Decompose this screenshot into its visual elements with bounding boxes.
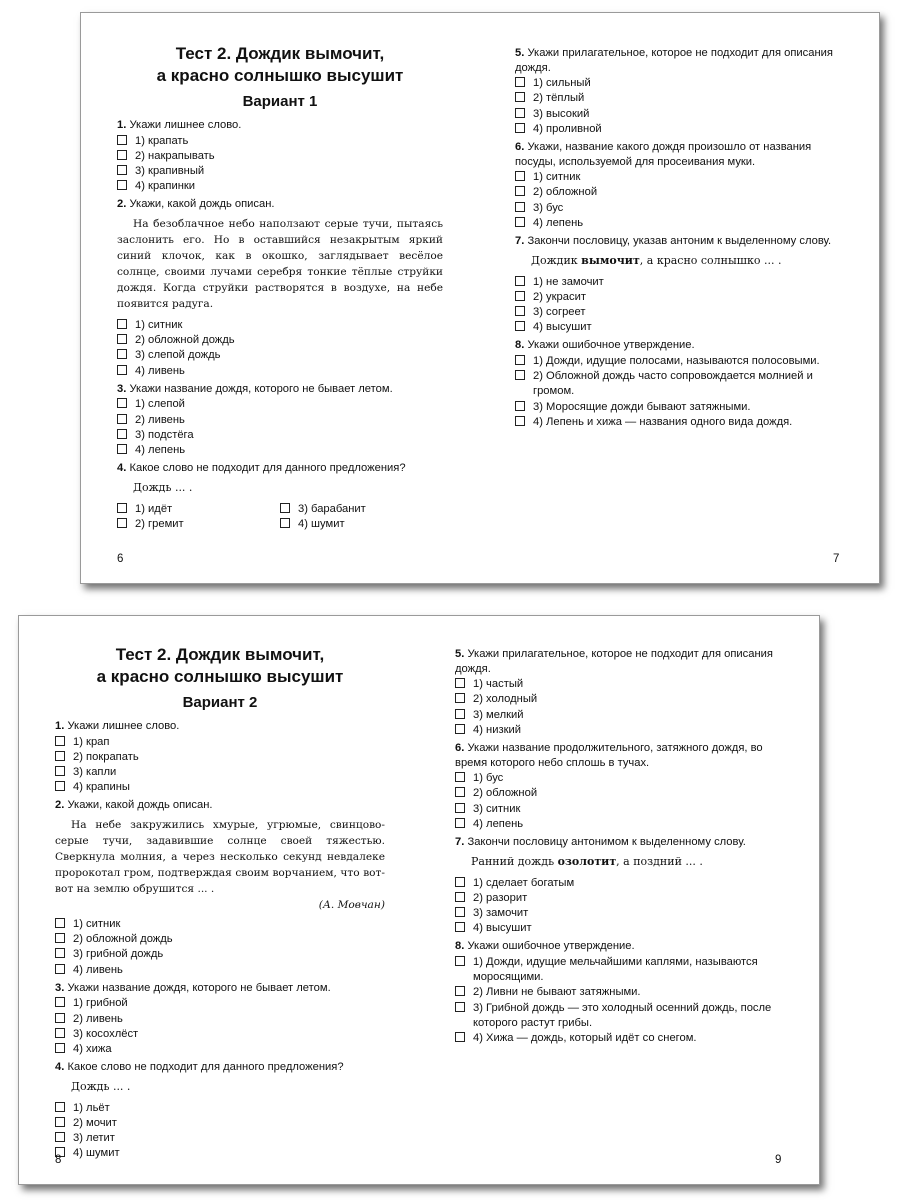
answer-option[interactable] bbox=[515, 122, 845, 137]
answer-option-label: 4) крапины bbox=[73, 781, 130, 794]
answer-option-label: 3) подстёга bbox=[135, 428, 194, 441]
answer-option-label: 4) ливень bbox=[135, 364, 185, 377]
example-sentence: Дождь ... . bbox=[133, 480, 193, 494]
answer-option[interactable] bbox=[455, 906, 785, 921]
page-number-left: 8 bbox=[55, 1154, 62, 1166]
question-5 bbox=[455, 647, 785, 738]
reading-passage: На небе закружились хмурые, угрюмые, свинцово-серые тучи, задавившие солнце своей тяжестью. Сверкнула молния, а через несколько секунд невдалеке пророкотал гром, подтверждая своим ворчанием, что вот-вот на землю обрушится ... . bbox=[55, 819, 385, 895]
highlighted-word: озолотит bbox=[557, 854, 617, 868]
answer-checkbox[interactable] bbox=[515, 306, 525, 316]
answer-option[interactable] bbox=[55, 750, 385, 765]
question-text: Укажи лишнее слово. bbox=[67, 720, 180, 732]
answer-options bbox=[55, 996, 385, 1057]
answer-option-label: 4) шумит bbox=[73, 1147, 120, 1160]
answer-option[interactable] bbox=[455, 771, 785, 786]
answer-option-label: 1) ситник bbox=[533, 171, 581, 184]
answer-checkbox[interactable] bbox=[455, 709, 465, 719]
answer-option-label: 3) слепой дождь bbox=[135, 349, 221, 362]
answer-option[interactable] bbox=[515, 305, 845, 320]
answer-checkbox[interactable] bbox=[117, 334, 127, 344]
answer-option[interactable] bbox=[455, 891, 785, 906]
answer-option-label: 3) летит bbox=[73, 1132, 115, 1145]
answer-option-label: 2) украсит bbox=[533, 290, 586, 303]
answer-checkbox[interactable] bbox=[55, 948, 65, 958]
answer-checkbox[interactable] bbox=[117, 319, 127, 329]
question-number: 5. bbox=[455, 648, 465, 660]
question-number: 4. bbox=[55, 1061, 65, 1074]
answer-option-label: 2) обложной дождь bbox=[73, 933, 173, 946]
answer-option[interactable] bbox=[280, 502, 443, 517]
answer-option-label: 3) Грибной дождь — это холодный осенний дождь, после которого растут грибы. bbox=[473, 1001, 772, 1029]
answer-options bbox=[55, 1101, 385, 1162]
question-text: Укажи, какой дождь описан. bbox=[67, 799, 213, 812]
answer-checkbox[interactable] bbox=[515, 92, 525, 102]
question-text: Укажи, название какого дождя произошло от названия посуды, используемой для просеивания муки. bbox=[515, 141, 812, 168]
answer-option-label: 2) накрапывать bbox=[135, 149, 215, 162]
answer-option[interactable] bbox=[515, 400, 845, 415]
answer-checkbox[interactable] bbox=[55, 1117, 65, 1127]
answer-option[interactable] bbox=[515, 76, 845, 91]
answer-checkbox[interactable] bbox=[515, 355, 525, 365]
answer-option-label: 3) ситник bbox=[473, 802, 521, 815]
answer-option[interactable] bbox=[515, 369, 845, 399]
answer-option[interactable] bbox=[55, 735, 385, 750]
answer-option[interactable] bbox=[455, 692, 785, 707]
answer-checkbox[interactable] bbox=[455, 956, 465, 966]
book-spread-variant-2 bbox=[18, 615, 820, 1185]
answer-option-label: 2) мочит bbox=[73, 1117, 117, 1130]
answer-option[interactable] bbox=[55, 996, 385, 1011]
answer-checkbox[interactable] bbox=[55, 736, 65, 746]
answer-option[interactable] bbox=[117, 428, 443, 443]
answer-option-label: 2) ливень bbox=[73, 1012, 123, 1025]
answer-checkbox[interactable] bbox=[455, 1002, 465, 1012]
answer-option[interactable] bbox=[117, 413, 443, 428]
answer-checkbox[interactable] bbox=[55, 997, 65, 1007]
answer-checkbox[interactable] bbox=[55, 751, 65, 761]
question-3 bbox=[117, 382, 443, 458]
answer-option-label: 3) бус bbox=[533, 201, 564, 214]
answer-option[interactable] bbox=[55, 963, 385, 978]
question-text: Укажи прилагательное, которое не подходит для описания дождя. bbox=[515, 47, 833, 74]
answer-option-label: 2) обложной bbox=[473, 787, 538, 800]
answer-option[interactable] bbox=[515, 290, 845, 305]
answer-checkbox[interactable] bbox=[280, 518, 290, 528]
answer-option[interactable] bbox=[515, 216, 845, 231]
answer-options bbox=[117, 502, 280, 532]
answer-option[interactable] bbox=[455, 786, 785, 801]
test-title-line2: а красно солнышко высушит bbox=[96, 667, 344, 686]
question-number: 4. bbox=[117, 462, 127, 475]
answer-option[interactable] bbox=[515, 201, 845, 216]
answer-option[interactable] bbox=[55, 1042, 385, 1057]
question-number: 3. bbox=[117, 382, 127, 395]
answer-checkbox[interactable] bbox=[55, 781, 65, 791]
answer-option-label: 2) ливень bbox=[135, 413, 185, 426]
answer-checkbox[interactable] bbox=[117, 398, 127, 408]
answer-option[interactable] bbox=[515, 354, 845, 369]
answer-checkbox[interactable] bbox=[55, 933, 65, 943]
answer-checkbox[interactable] bbox=[515, 370, 525, 380]
answer-option-label: 1) крапать bbox=[135, 134, 189, 147]
question-number: 8. bbox=[455, 940, 465, 953]
answer-checkbox[interactable] bbox=[515, 321, 525, 331]
answer-option[interactable] bbox=[55, 917, 385, 932]
answer-checkbox[interactable] bbox=[55, 1043, 65, 1053]
question-text: Закончи пословицу, указав антоним к выделенному слову. bbox=[527, 235, 832, 247]
answer-checkbox[interactable] bbox=[515, 123, 525, 133]
answer-checkbox[interactable] bbox=[455, 724, 465, 734]
answer-options bbox=[55, 917, 385, 978]
answer-checkbox[interactable] bbox=[455, 907, 465, 917]
answer-option[interactable] bbox=[117, 333, 443, 348]
answer-checkbox[interactable] bbox=[515, 186, 525, 196]
reading-passage: На безоблачное небо наползают серые тучи, пытаясь заслонить его. Но в оставшийся незакрытым яркий синий клочок, как в окошко, заглядывает весёлое солнце, своими лучами серебря тонкие тёплые струйки дождя. Когда струйки растворятся в воздухе, на небе появится радуга. bbox=[117, 218, 443, 310]
answer-option-label: 1) бус bbox=[473, 772, 504, 785]
answer-option-label: 3) барабанит bbox=[298, 502, 366, 515]
answer-checkbox[interactable] bbox=[117, 180, 127, 190]
answer-checkbox[interactable] bbox=[455, 787, 465, 797]
answer-option[interactable] bbox=[55, 780, 385, 795]
answer-options bbox=[515, 76, 845, 137]
answer-option[interactable] bbox=[455, 677, 785, 692]
answer-option[interactable] bbox=[515, 275, 845, 290]
question-number: 2. bbox=[117, 198, 127, 211]
answer-option[interactable] bbox=[515, 320, 845, 335]
answer-options bbox=[455, 876, 785, 937]
question-text: Какое слово не подходит для данного предложения? bbox=[129, 462, 406, 475]
answer-option-label: 3) косохлёст bbox=[73, 1027, 139, 1040]
answer-option-label: 1) ситник bbox=[135, 319, 183, 331]
answer-option-label: 4) шумит bbox=[298, 518, 345, 531]
answer-checkbox[interactable] bbox=[55, 918, 65, 928]
answer-option-label: 1) сильный bbox=[533, 77, 591, 90]
answer-option-label: 1) частый bbox=[473, 678, 524, 691]
answer-option-label: 2) обложной bbox=[533, 186, 598, 199]
answer-options bbox=[55, 735, 385, 796]
answer-option[interactable] bbox=[117, 397, 443, 412]
answer-option[interactable] bbox=[117, 443, 443, 458]
question-number: 6. bbox=[455, 742, 465, 754]
answer-option[interactable] bbox=[515, 170, 845, 185]
answer-option-label: 3) грибной дождь bbox=[73, 948, 164, 961]
answer-checkbox[interactable] bbox=[455, 892, 465, 902]
question-2 bbox=[117, 197, 443, 378]
answer-option[interactable] bbox=[117, 348, 443, 363]
question-text: Укажи ошибочное утверждение. bbox=[467, 940, 635, 953]
question-number: 7. bbox=[515, 235, 525, 247]
answer-option[interactable] bbox=[455, 723, 785, 738]
answer-checkbox[interactable] bbox=[455, 877, 465, 887]
answer-option-label: 4) лепень bbox=[135, 444, 186, 457]
answer-option-label: 1) Дожди, идущие мельчайшими каплями, называются моросящими. bbox=[473, 956, 758, 984]
answer-checkbox[interactable] bbox=[55, 964, 65, 974]
answer-checkbox[interactable] bbox=[455, 986, 465, 996]
right-page-column bbox=[455, 644, 785, 1046]
variant-heading: Вариант 2 bbox=[182, 694, 258, 711]
question-text: Укажи, какой дождь описан. bbox=[129, 198, 275, 211]
answer-checkbox[interactable] bbox=[117, 518, 127, 528]
answer-option[interactable] bbox=[55, 1101, 385, 1116]
answer-option[interactable] bbox=[455, 985, 785, 1000]
answer-options bbox=[117, 397, 443, 458]
answer-checkbox[interactable] bbox=[515, 108, 525, 118]
answer-option-label: 2) холодный bbox=[473, 693, 538, 706]
question-number: 5. bbox=[515, 47, 525, 59]
answer-option-label: 1) грибной bbox=[73, 997, 128, 1010]
answer-option[interactable] bbox=[515, 185, 845, 200]
highlighted-word: вымочит bbox=[581, 253, 640, 267]
answer-checkbox[interactable] bbox=[515, 202, 525, 212]
answer-option[interactable] bbox=[55, 1012, 385, 1027]
answer-option-label: 1) крап bbox=[73, 735, 110, 748]
answer-option[interactable] bbox=[117, 134, 443, 149]
answer-option-label: 4) высушит bbox=[533, 321, 592, 334]
answer-checkbox[interactable] bbox=[455, 803, 465, 813]
answer-checkbox[interactable] bbox=[55, 1013, 65, 1023]
question-5 bbox=[515, 46, 845, 137]
answer-checkbox[interactable] bbox=[55, 1102, 65, 1112]
answer-option[interactable] bbox=[455, 708, 785, 723]
answer-option[interactable] bbox=[515, 415, 845, 430]
answer-option-label: 3) капли bbox=[73, 766, 117, 778]
answer-checkbox[interactable] bbox=[280, 503, 290, 513]
answer-option-label: 4) лепень bbox=[533, 216, 584, 229]
answer-option-label: 2) гремит bbox=[135, 518, 184, 531]
answer-option[interactable] bbox=[117, 364, 443, 379]
answer-checkbox[interactable] bbox=[455, 818, 465, 828]
left-page-column bbox=[117, 43, 443, 532]
answer-option-label: 4) хижа bbox=[73, 1043, 112, 1056]
question-text: Какое слово не подходит для данного предложения? bbox=[67, 1061, 344, 1074]
question-6 bbox=[515, 140, 845, 231]
answer-options bbox=[515, 354, 845, 430]
page-number-left: 6 bbox=[117, 553, 124, 565]
answer-checkbox[interactable] bbox=[515, 217, 525, 227]
proverb-sentence: Дождик вымочит, а красно солнышко ... . bbox=[531, 253, 782, 267]
question-6 bbox=[455, 741, 785, 832]
answer-option[interactable] bbox=[55, 1027, 385, 1042]
answer-option-label: 2) тёплый bbox=[533, 92, 585, 105]
question-7 bbox=[455, 835, 785, 936]
passage-author: (А. Мовчан) bbox=[318, 899, 385, 911]
answer-option-label: 4) ливень bbox=[73, 963, 123, 976]
answer-options bbox=[515, 275, 845, 336]
answer-options bbox=[280, 502, 443, 532]
answer-option[interactable] bbox=[455, 876, 785, 891]
answer-option[interactable] bbox=[515, 91, 845, 106]
answer-option[interactable] bbox=[117, 179, 443, 194]
question-2 bbox=[55, 798, 385, 977]
question-4 bbox=[55, 1060, 385, 1161]
answer-option[interactable] bbox=[455, 921, 785, 936]
answer-option[interactable] bbox=[117, 164, 443, 179]
question-text: Укажи прилагательное, которое не подходит для описания дождя. bbox=[455, 648, 773, 675]
answer-option[interactable] bbox=[515, 107, 845, 122]
answer-checkbox[interactable] bbox=[55, 1132, 65, 1142]
answer-checkbox[interactable] bbox=[515, 291, 525, 301]
answer-option[interactable] bbox=[280, 517, 443, 532]
question-1 bbox=[55, 719, 385, 795]
answer-option-label: 2) разорит bbox=[473, 891, 528, 904]
question-text: Укажи название дождя, которого не бывает летом. bbox=[67, 981, 331, 994]
answer-options bbox=[515, 170, 845, 231]
question-text: Укажи название дождя, которого не бывает летом. bbox=[129, 382, 393, 395]
answer-option-label: 2) Обложной дождь часто сопровождается молнией и громом. bbox=[533, 370, 813, 398]
answer-checkbox[interactable] bbox=[55, 766, 65, 776]
question-text: Укажи ошибочное утверждение. bbox=[527, 339, 695, 352]
answer-option-label: 1) льёт bbox=[73, 1101, 110, 1114]
answer-option[interactable] bbox=[55, 1116, 385, 1131]
answer-option-label: 1) сделает богатым bbox=[473, 876, 575, 889]
answer-option-label: 1) ситник bbox=[73, 918, 121, 930]
answer-option-label: 4) крапинки bbox=[135, 180, 196, 193]
answer-option-label: 3) согреет bbox=[533, 306, 586, 318]
answer-checkbox[interactable] bbox=[515, 401, 525, 411]
answer-option-label: 1) не замочит bbox=[533, 275, 604, 288]
question-text: Закончи пословицу антонимом к выделенному слову. bbox=[467, 836, 746, 848]
answer-option[interactable] bbox=[455, 955, 785, 985]
answer-option-label: 4) высушит bbox=[473, 922, 532, 935]
answer-checkbox[interactable] bbox=[515, 276, 525, 286]
answer-option-label: 3) Моросящие дожди бывают затяжными. bbox=[533, 400, 751, 413]
answer-options bbox=[455, 677, 785, 738]
question-1 bbox=[117, 118, 443, 194]
answer-option-label: 2) покрапать bbox=[73, 750, 139, 763]
question-8 bbox=[515, 338, 845, 430]
answer-option-label: 1) слепой bbox=[135, 398, 185, 411]
question-number: 3. bbox=[55, 981, 65, 994]
question-3 bbox=[55, 981, 385, 1057]
answer-option-label: 4) Лепень и хижа — названия одного вида дождя. bbox=[533, 415, 793, 428]
question-4 bbox=[117, 461, 443, 532]
answer-option-label: 3) замочит bbox=[473, 907, 529, 919]
answer-option[interactable] bbox=[117, 502, 280, 517]
answer-checkbox[interactable] bbox=[455, 772, 465, 782]
question-number: 1. bbox=[117, 119, 127, 131]
answer-checkbox[interactable] bbox=[455, 678, 465, 688]
left-page-column bbox=[55, 644, 385, 1162]
question-number: 6. bbox=[515, 141, 525, 153]
answer-checkbox[interactable] bbox=[515, 77, 525, 87]
proverb-sentence: Ранний дождь озолотит, а поздний ... . bbox=[471, 854, 703, 868]
answer-option-label: 4) низкий bbox=[473, 723, 522, 736]
variant-heading: Вариант 1 bbox=[242, 93, 318, 110]
answer-option[interactable] bbox=[55, 765, 385, 780]
answer-option[interactable] bbox=[117, 149, 443, 164]
answer-option-label: 2) Ливни не бывают затяжными. bbox=[473, 986, 641, 999]
book-spread-variant-1 bbox=[80, 12, 880, 584]
answer-option-label: 4) Хижа — дождь, который идёт со снегом. bbox=[473, 1032, 697, 1045]
right-page-column bbox=[515, 43, 845, 430]
question-number: 2. bbox=[55, 799, 65, 812]
answer-checkbox[interactable] bbox=[117, 414, 127, 424]
question-number: 8. bbox=[515, 339, 525, 352]
answer-checkbox[interactable] bbox=[455, 693, 465, 703]
answer-checkbox[interactable] bbox=[515, 171, 525, 181]
answer-options bbox=[455, 955, 785, 1046]
question-number: 7. bbox=[455, 836, 465, 848]
answer-options bbox=[117, 318, 443, 379]
page-number-right: 9 bbox=[775, 1154, 782, 1166]
answer-checkbox[interactable] bbox=[117, 165, 127, 175]
answer-checkbox[interactable] bbox=[515, 416, 525, 426]
answer-option-label: 3) мелкий bbox=[473, 708, 524, 721]
answer-option-label: 1) идёт bbox=[135, 502, 173, 515]
test-title-line2: а красно солнышко высушит bbox=[156, 66, 404, 85]
answer-option[interactable] bbox=[455, 817, 785, 832]
answer-option-label: 1) Дожди, идущие полосами, называются полосовыми. bbox=[533, 355, 820, 367]
answer-option-label: 4) лепень bbox=[473, 817, 524, 830]
example-sentence: Дождь ... . bbox=[71, 1079, 131, 1093]
answer-option[interactable] bbox=[455, 802, 785, 817]
answer-option[interactable] bbox=[55, 1146, 385, 1161]
answer-option[interactable] bbox=[455, 1031, 785, 1046]
answer-checkbox[interactable] bbox=[55, 1028, 65, 1038]
answer-checkbox[interactable] bbox=[117, 150, 127, 160]
answer-checkbox[interactable] bbox=[117, 365, 127, 375]
answer-option-label: 3) высокий bbox=[533, 107, 590, 120]
answer-option[interactable] bbox=[117, 517, 280, 532]
answer-option-label: 3) крапивный bbox=[135, 165, 205, 177]
answer-option[interactable] bbox=[55, 1131, 385, 1146]
answer-option[interactable] bbox=[455, 1001, 785, 1031]
answer-option[interactable] bbox=[55, 932, 385, 947]
answer-options bbox=[117, 134, 443, 195]
answer-checkbox[interactable] bbox=[117, 444, 127, 454]
test-title-line1: Тест 2. Дождик вымочит, bbox=[115, 645, 325, 664]
answer-option-label: 2) обложной дождь bbox=[135, 334, 235, 347]
answer-checkbox[interactable] bbox=[455, 922, 465, 932]
page-number-right: 7 bbox=[833, 553, 840, 565]
question-7 bbox=[515, 234, 845, 335]
question-number: 1. bbox=[55, 720, 65, 732]
answer-checkbox[interactable] bbox=[117, 429, 127, 439]
question-8 bbox=[455, 939, 785, 1046]
question-text: Укажи название продолжительного, затяжного дождя, во время которого небо сплошь в тучах. bbox=[455, 742, 763, 769]
answer-checkbox[interactable] bbox=[455, 1032, 465, 1042]
answer-checkbox[interactable] bbox=[117, 349, 127, 359]
answer-checkbox[interactable] bbox=[117, 503, 127, 513]
test-title-line1: Тест 2. Дождик вымочит, bbox=[175, 44, 385, 63]
answer-option[interactable] bbox=[117, 318, 443, 333]
question-text: Укажи лишнее слово. bbox=[129, 119, 242, 131]
answer-options bbox=[455, 771, 785, 832]
answer-option-label: 4) проливной bbox=[533, 122, 602, 135]
answer-option[interactable] bbox=[55, 947, 385, 962]
answer-checkbox[interactable] bbox=[117, 135, 127, 145]
